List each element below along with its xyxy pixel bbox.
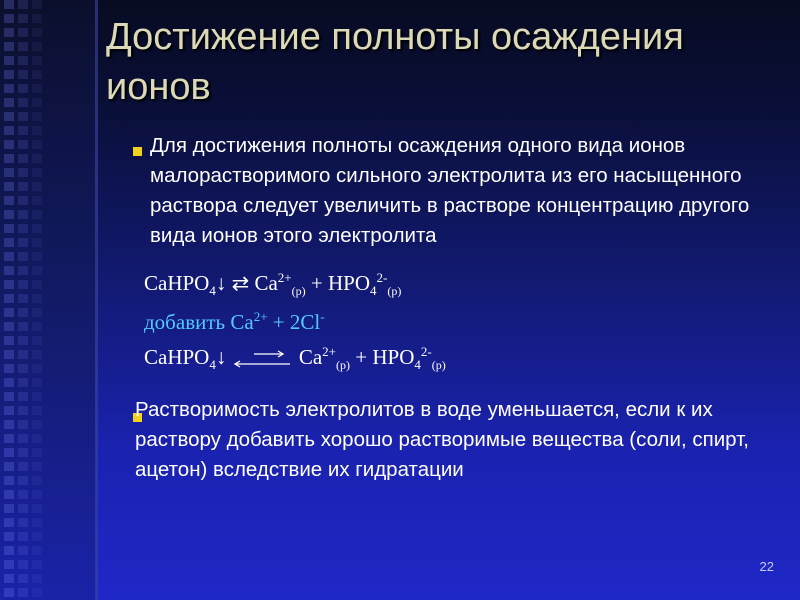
- eq1-subscript-b: 4: [369, 283, 377, 299]
- eq3-phase-b: (р): [431, 358, 446, 373]
- eq2-minus: -: [320, 309, 325, 324]
- page-number: 22: [759, 559, 774, 574]
- bullet-marker: [133, 147, 142, 156]
- eq2-charge: 2+: [253, 309, 268, 324]
- strip-pattern: [4, 0, 14, 600]
- eq3-plus: +: [355, 345, 368, 369]
- equation-3: [144, 344, 446, 373]
- eq3-charge: 2+: [322, 344, 337, 359]
- precipitate-arrow-icon: ↓: [215, 271, 227, 295]
- eq1-phase: (р): [291, 284, 306, 299]
- eq1-reactant: CaHPO: [144, 271, 210, 295]
- eq1-charge: 2+: [277, 270, 292, 285]
- eq1-subscript: 4: [209, 283, 216, 299]
- eq1-calcium: Ca: [254, 271, 278, 295]
- eq3-calcium: Ca: [298, 345, 323, 369]
- eq3-anion: HPO: [372, 345, 415, 369]
- eq3-subscript-b: 4: [414, 357, 421, 373]
- slide-title: Достижение полноты осаждения ионов: [106, 16, 684, 108]
- eq3-phase: (р): [336, 358, 351, 373]
- strip-edge: [95, 0, 98, 600]
- eq1-plus: +: [310, 271, 323, 295]
- shifted-equilibrium-arrow-icon: [232, 348, 294, 370]
- equilibrium-arrows-icon: ⇄: [231, 271, 250, 295]
- eq2-plus: + 2Cl: [267, 310, 321, 334]
- eq2-text: добавить Ca: [144, 310, 254, 334]
- eq1-anion: HPO: [327, 271, 370, 295]
- eq3-charge-b: 2-: [420, 344, 432, 359]
- eq3-subscript: 4: [209, 357, 216, 373]
- decorative-side-strip: [0, 0, 96, 600]
- eq1-charge-b: 2-: [376, 270, 388, 285]
- strip-pattern: [18, 0, 28, 600]
- equation-2: [144, 309, 325, 335]
- strip-pattern: [32, 0, 42, 600]
- bullet-text-2: Растворимость электролитов в воде уменьшается, если к их раствору добавить хорошо растворимые вещества (соли, спирт, ацетон) вследствие их гидратации: [135, 398, 749, 481]
- eq3-reactant: CaHPO: [144, 345, 210, 369]
- bullet-text-1: Для достижения полноты осаждения одного вида ионов малорастворимого сильного электролита из его насыщенного раствора следует увеличить в растворе концентрацию другого вида ионов этого электролита: [150, 134, 750, 247]
- arrow-svg: [232, 348, 294, 370]
- precipitate-arrow-icon: ↓: [215, 345, 227, 369]
- eq1-phase-b: (р): [387, 284, 402, 299]
- equation-1: [144, 270, 401, 299]
